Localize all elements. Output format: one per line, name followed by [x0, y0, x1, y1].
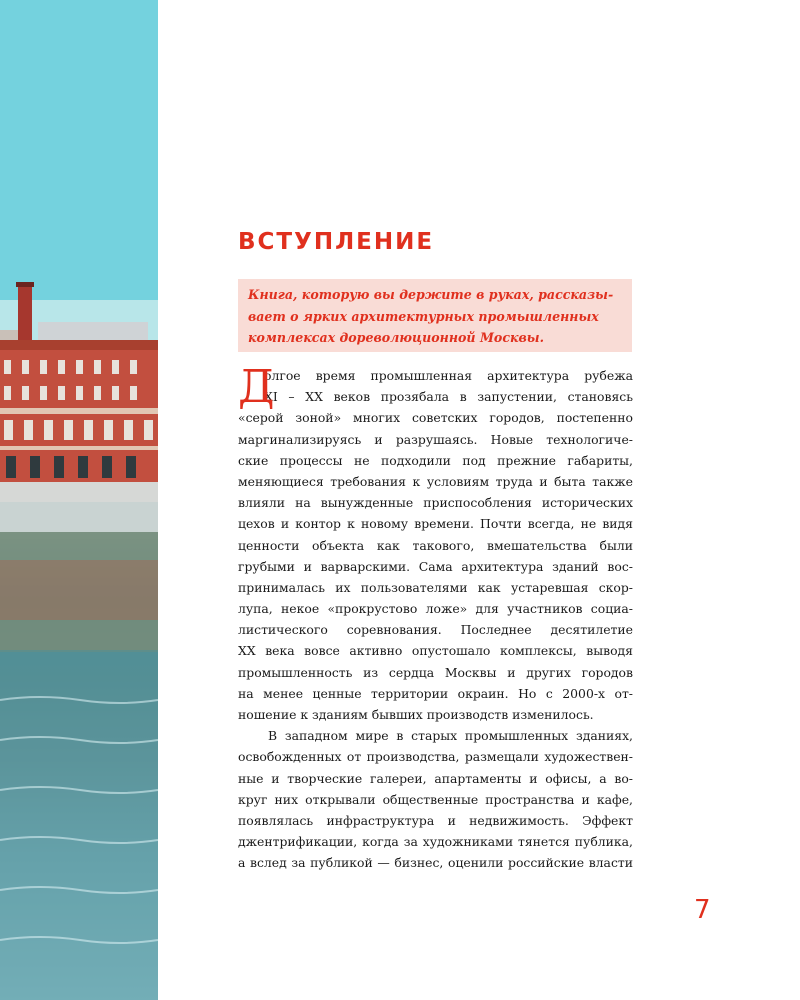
page-number: 7: [694, 895, 711, 925]
body-line: грубыми и варварскими. Сама архитектура зданий вос-: [238, 558, 633, 574]
floor-band-lower: [0, 446, 158, 450]
window: [40, 360, 47, 374]
body-line: цехов и контор к новому времени. Почти всегда, не видя: [238, 516, 633, 532]
window: [64, 420, 73, 440]
window: [76, 386, 83, 400]
building-reflection: [0, 560, 158, 620]
ground-window: [102, 456, 112, 478]
window: [4, 420, 13, 440]
body-line: на менее ценные территории окраин. Но с 2000-х от-: [238, 685, 633, 701]
body-line: В западном мире в старых промышленных зданиях,: [268, 728, 633, 744]
factory-chimney: [18, 282, 32, 344]
ground-window: [78, 456, 88, 478]
body-line: ские процессы не подходили под прежние габариты,: [238, 452, 633, 468]
body-line: лупа, некое «прокрустово ложе» для участников социа-: [238, 601, 633, 617]
ground-window: [30, 456, 40, 478]
window: [44, 420, 53, 440]
roof: [38, 322, 148, 340]
chimney-top: [16, 282, 34, 287]
body-line: промышленность из сердца Москвы и других городов: [238, 664, 633, 680]
window: [104, 420, 113, 440]
window: [4, 360, 11, 374]
lead-paragraph: [238, 279, 632, 352]
embankment-slope: [0, 502, 158, 532]
window: [130, 386, 137, 400]
lead-line: Книга, которую вы держите в руках, рассказы-: [248, 287, 614, 302]
body-line: круг них открывали общественные пространства и кафе,: [238, 791, 633, 807]
body-line: олгое время промышленная архитектура рубежа: [264, 368, 633, 383]
cornice: [0, 340, 158, 350]
body-line: ношение к зданиям бывших производств изменилось.: [238, 707, 594, 722]
body-line: листического соревнования. Последнее десятилетие: [238, 622, 633, 638]
window: [58, 386, 65, 400]
body-line: а вслед за публикой — бизнес, оценили российские власти: [238, 855, 633, 871]
lead-line: комплексах дореволюционной Москвы.: [248, 330, 544, 345]
body-line: ные и творческие галереи, апартаменты и офисы, а во-: [238, 770, 633, 786]
drop-cap: Д: [238, 360, 275, 413]
window: [58, 360, 65, 374]
window: [112, 360, 119, 374]
window: [112, 386, 119, 400]
ground-window: [54, 456, 64, 478]
body-line: маргинализируясь и разрушаясь. Новые технологиче-: [238, 431, 633, 447]
body-line: появлялась инфраструктура и недвижимость. Эффект: [238, 812, 633, 828]
body-line: освобожденных от производства, размещали художествен-: [238, 749, 633, 765]
photo-illustration: [0, 0, 158, 1000]
body-line: влияли на вынужденные приспособления исторических: [238, 495, 633, 511]
window: [144, 420, 153, 440]
body-line: XX века вовсе активно опустошало комплексы, выводя: [238, 643, 633, 659]
window: [94, 360, 101, 374]
section-heading: ВСТУПЛЕНИЕ: [238, 229, 435, 255]
body-line: принималась их пользователями как устаревшая скор-: [238, 579, 633, 595]
floor-band: [0, 408, 158, 414]
lead-line: вает о ярких архитектурных промышленных: [248, 308, 599, 324]
window: [76, 360, 83, 374]
window: [84, 420, 93, 440]
embankment-wall: [0, 482, 158, 502]
ground-window: [126, 456, 136, 478]
window: [130, 360, 137, 374]
window: [22, 360, 29, 374]
window: [22, 386, 29, 400]
window: [124, 420, 133, 440]
body-line: ценности объекта как такового, вмешательства были: [238, 537, 633, 553]
body-line: «серой зоной» многих советских городов, постепенно: [238, 410, 633, 426]
body-line: XI – XX веков прозябала в запустении, становясь: [264, 389, 633, 405]
window: [24, 420, 33, 440]
ground-window: [6, 456, 16, 478]
body-line: джентрификации, когда за художниками тянется публика,: [238, 834, 633, 850]
window: [94, 386, 101, 400]
body-text: [238, 360, 633, 874]
window: [4, 386, 11, 400]
river-building-photo: [0, 0, 158, 1000]
window: [40, 386, 47, 400]
sky: [0, 0, 158, 300]
body-line: меняющиеся требования к условиям труда и быта также: [238, 473, 633, 489]
